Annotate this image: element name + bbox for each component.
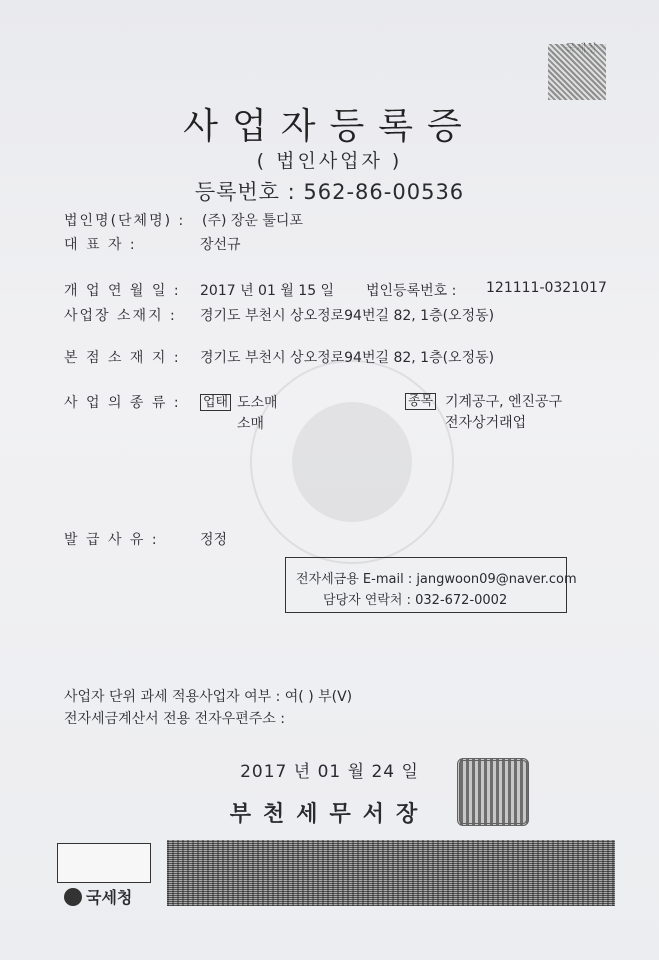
qr-code-icon xyxy=(548,44,606,100)
biz-category-2: 소매 xyxy=(237,416,265,432)
nts-logo-icon xyxy=(64,888,82,906)
representative-label: 대 표 자 : xyxy=(64,237,137,253)
hq-location-value: 경기도 부천시 상오정로94번길 82, 1층(오정동) xyxy=(200,350,495,366)
corp-reg-value: 121111-0321017 xyxy=(486,280,607,296)
contact-phone: 담당자 연락처 : 032-672-0002 xyxy=(323,593,508,608)
company-value: (주) 장운 툴디포 xyxy=(202,213,303,229)
business-location-label: 사업장 소재지 : xyxy=(64,308,177,324)
unit-tax-line: 사업자 단위 과세 적용사업자 여부 : 여( ) 부(V) xyxy=(64,689,353,705)
open-date-value: 2017 년 01 월 15 일 xyxy=(200,283,335,299)
issue-reason-value: 정정 xyxy=(200,532,228,548)
business-location-value: 경기도 부천시 상오정로94번길 82, 1층(오정동) xyxy=(200,308,495,324)
tax-office-name: 부천세무서장 xyxy=(229,802,430,827)
representative-value: 장선규 xyxy=(200,237,241,253)
registration-number: 등록번호 : 562-86-00536 xyxy=(194,180,465,204)
document-subtitle: ( 법인사업자 ) xyxy=(256,150,403,172)
issue-date: 2017 년 01 월 24 일 xyxy=(240,762,419,782)
official-seal-icon xyxy=(457,758,529,826)
issue-reason-label: 발 급 사 유 : xyxy=(64,532,159,548)
open-date-label: 개 업 연 월 일 : xyxy=(64,283,181,299)
business-type-label: 사 업 의 종 류 : xyxy=(64,395,181,411)
company-label: 법인명(단체명) : xyxy=(64,213,186,229)
e-invoice-line: 전자세금계산서 전용 전자우편주소 : xyxy=(64,711,285,727)
biz-category-badge: 업태 xyxy=(200,391,231,410)
footer-blank-box xyxy=(57,843,151,883)
corp-reg-label: 법인등록번호 : xyxy=(366,283,457,299)
footer-agency-name: 국세청 xyxy=(86,888,133,907)
hq-location-label: 본 점 소 재 지 : xyxy=(64,350,181,366)
barcode-noise-strip xyxy=(167,840,615,906)
document-title: 사업자등록증 xyxy=(183,106,476,147)
biz-category-1: 도소매 xyxy=(237,395,278,411)
biz-item-badge: 종목 xyxy=(405,390,436,409)
footer-agency-logo xyxy=(64,885,132,908)
biz-item-1: 기계공구, 엔진공구 xyxy=(445,394,563,410)
biz-item-2: 전자상거래업 xyxy=(445,415,527,431)
contact-email: 전자세금용 E-mail : jangwoon09@naver.com xyxy=(296,572,577,587)
